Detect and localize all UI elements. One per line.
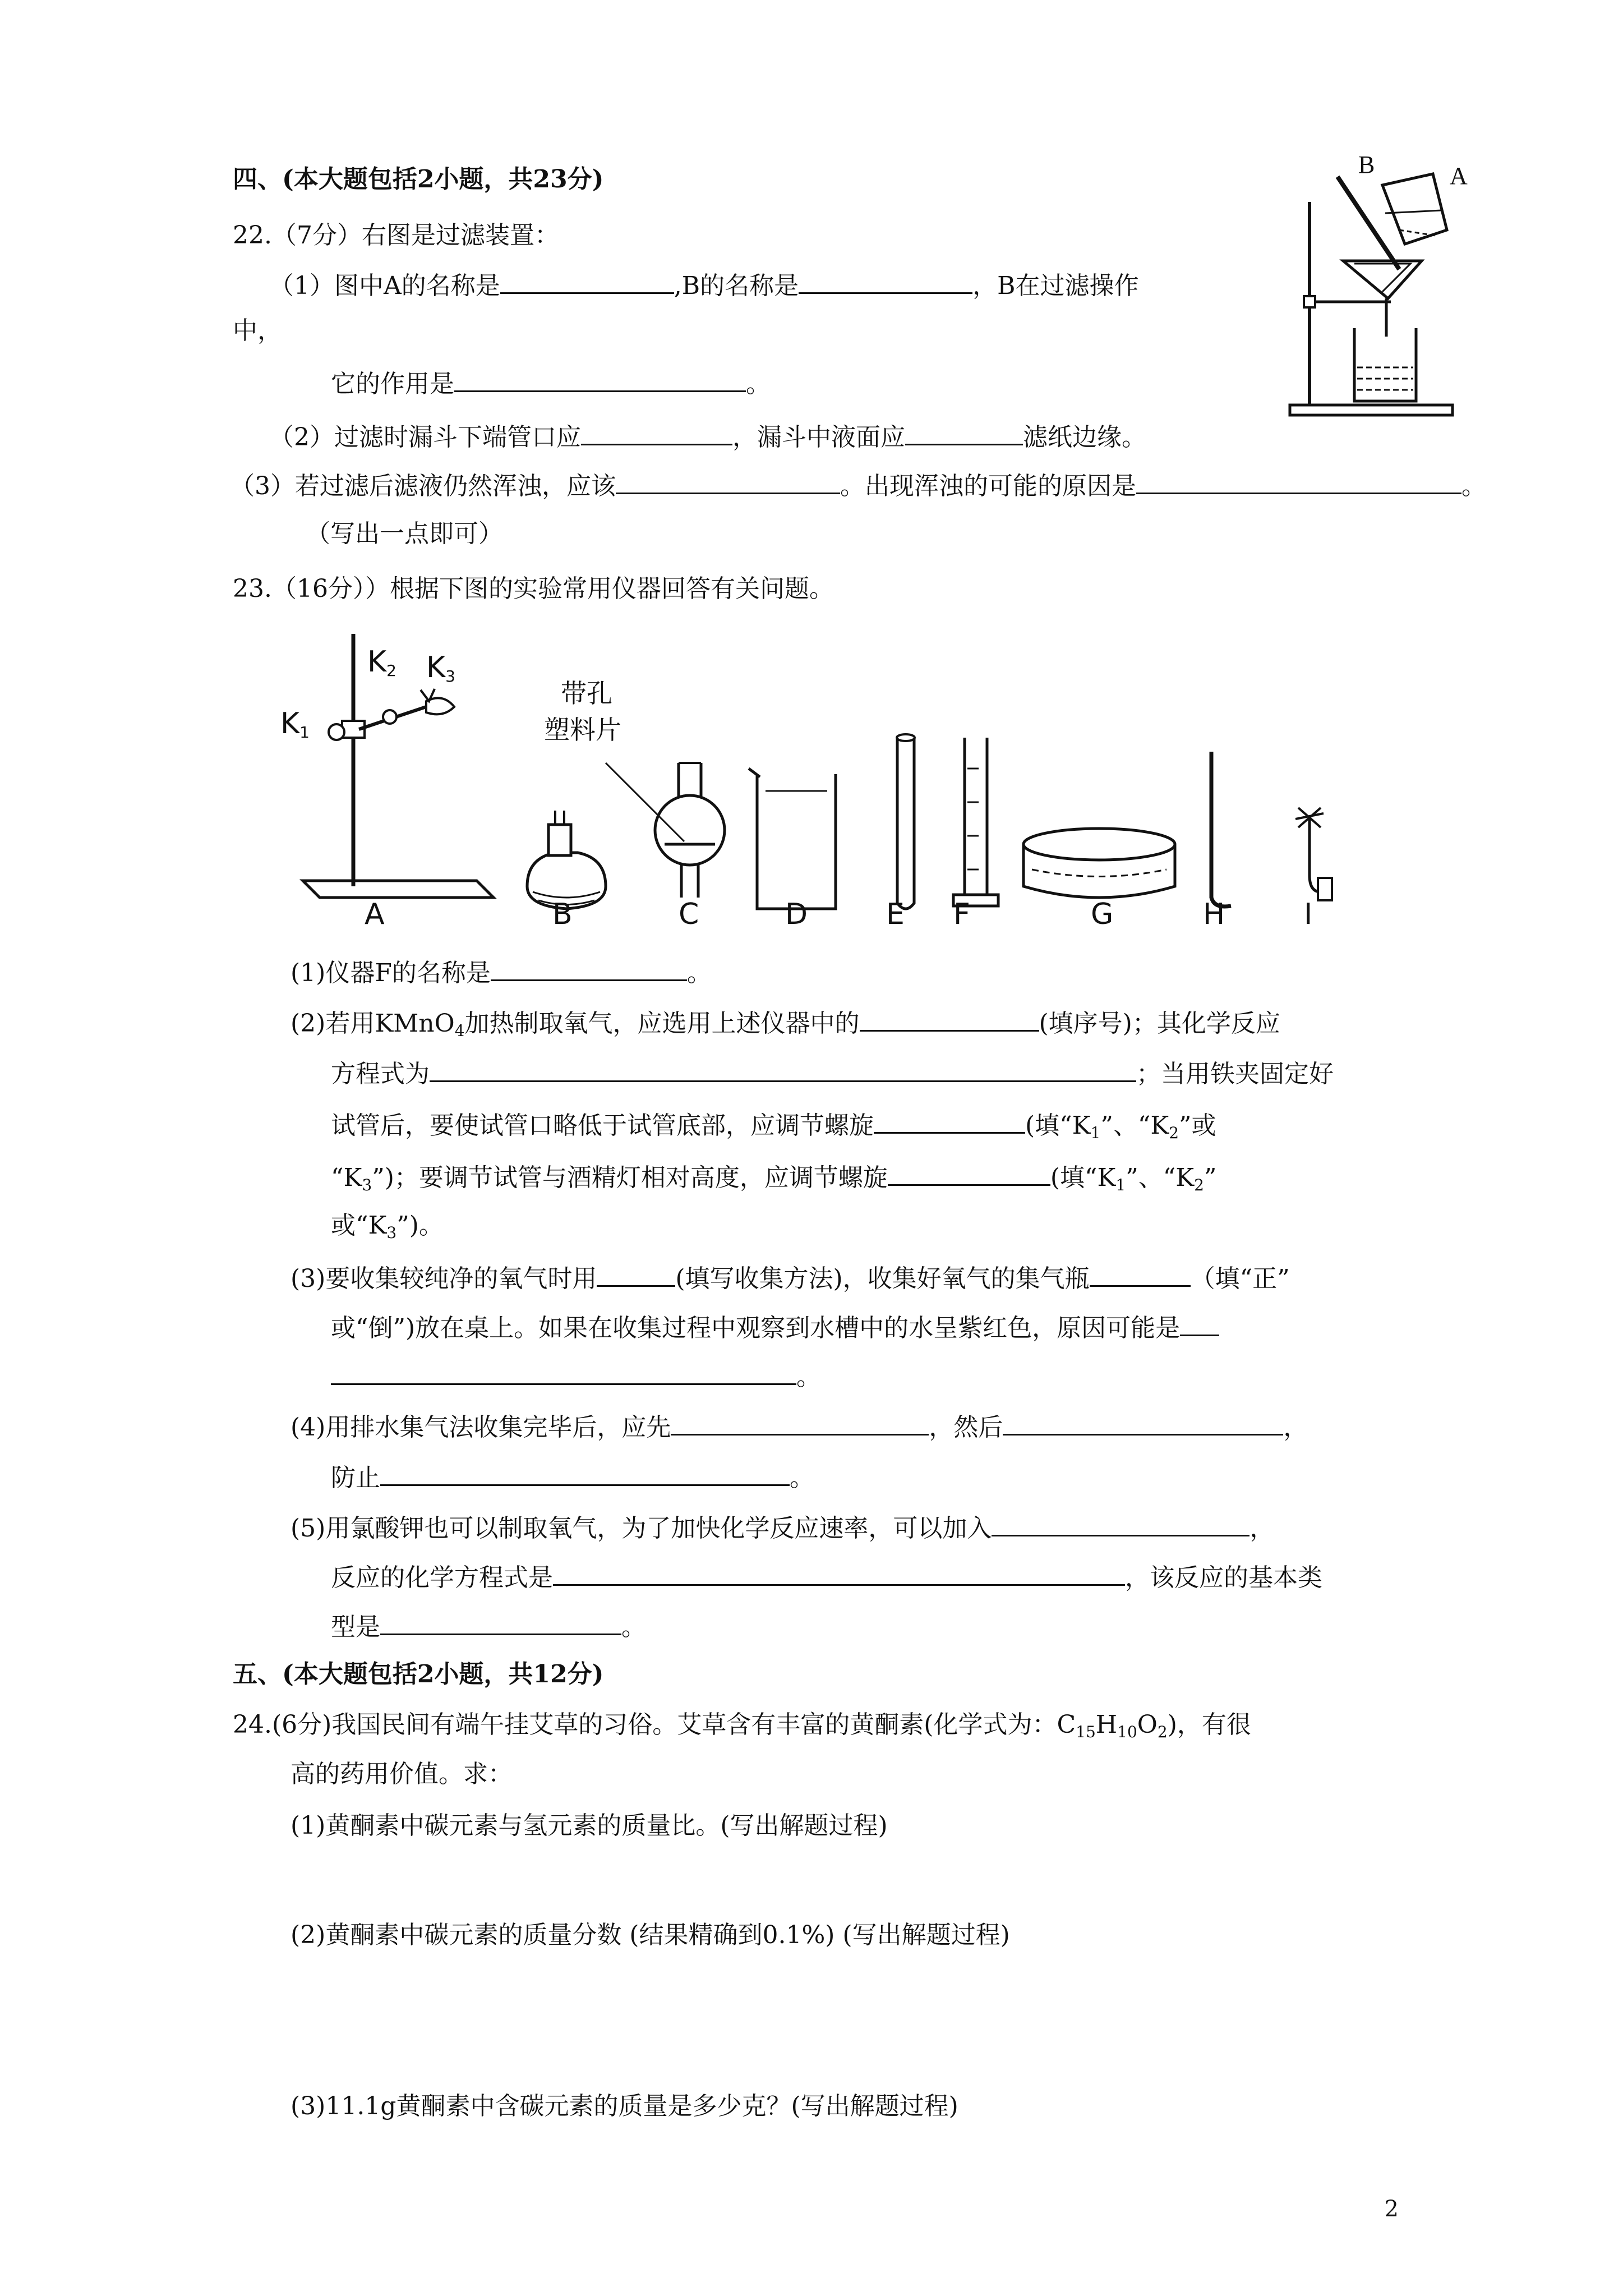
answer-blank[interactable] [888,1158,1050,1186]
filtration-apparatus-figure [1279,151,1469,421]
fig-label-A: A [365,898,385,931]
answer-blank[interactable] [799,266,972,294]
answer-blank[interactable] [1003,1408,1283,1435]
q23-sub5-line1: (5)用氯酸钾也可以制取氧气，为了加快化学反应速率，可以加入 ， [291,1509,1274,1545]
fig-label-B: B [552,898,573,931]
q23-sub3-line1: (3)要收集较纯净的氧气时用 (填写收集方法)，收集好氧气的集气瓶 （填“正” [291,1259,1290,1296]
page-number: 2 [1384,2196,1399,2222]
answer-blank[interactable] [1136,467,1461,494]
q23-sub5-line2: 反应的化学方程式是 ，该反应的基本类 [331,1558,1322,1595]
answer-blank[interactable] [874,1106,1025,1134]
answer-blank[interactable] [1090,1259,1191,1287]
fig-k3: $K_3$ [426,651,455,685]
q22-part3-note: （写出一点即可） [306,519,503,548]
fig-label-F: F [953,898,970,931]
fig-label-G: G [1091,898,1114,931]
q23-sub1: (1)仪器F的名称是 。 [291,954,712,990]
answer-blank[interactable] [553,1558,1125,1586]
q24-stem-cont: 高的药用价值。求： [291,1760,513,1788]
q22-part1-cont: 中， [233,316,282,345]
section-5-title: 五、(本大题包括2小题，共12分) [233,1660,604,1688]
lab-instruments-figure [292,623,1385,937]
fig-label-D: D [785,898,808,931]
fig-k2: $K_2$ [367,645,396,680]
q22-part1: （1）图中A的名称是 ,B的名称是 ，B在过滤操作 [269,266,1138,303]
answer-blank[interactable] [491,954,687,981]
fig-note-line2: 塑料片 [544,715,621,745]
q24-sub1: (1)黄酮素中碳元素与氢元素的质量比。(写出解题过程) [291,1811,888,1840]
q23-sub5-line3: 型是 。 [331,1608,646,1644]
fig-note-line1: 带孔 [561,678,612,708]
answer-blank[interactable] [597,1259,675,1287]
q24-stem: 24.(6分)我国民间有端午挂艾草的习俗。艾草含有丰富的黄酮素(化学式为：$C_{15}H_{10}O_2$)，有很 [233,1710,1251,1741]
q23-sub4-line2: 防止 。 [331,1458,814,1495]
fig-k1: $K_1$ [280,707,310,742]
q23-sub2-line1: (2)若用KMnO$_4$加热制取氧气，应选用上述仪器中的 (填序号)；其化学反应 [291,1004,1280,1048]
answer-blank[interactable] [581,418,732,445]
fig-label-C: C [679,898,699,931]
fig-label-b: B [1358,151,1375,178]
q24-sub3: (3)11.1g黄酮素中含碳元素的质量是多少克？(写出解题过程) [291,2092,958,2120]
q23-sub2-line5: 或“$K_3$”)。 [331,1211,444,1242]
answer-blank[interactable] [671,1408,929,1435]
answer-blank[interactable] [454,365,746,392]
q22-stem: 22.（7分）右图是过滤装置： [233,221,559,250]
answer-blank[interactable] [380,1608,621,1635]
fig-label-H: H [1203,898,1225,931]
answer-blank[interactable] [860,1004,1039,1032]
answer-blank[interactable] [616,467,840,494]
q23-stem: 23.（16分））根据下图的实验常用仪器回答有关问题。 [233,574,834,603]
answer-blank[interactable] [905,418,1023,445]
answer-blank[interactable] [1180,1309,1219,1336]
answer-blank[interactable] [500,266,674,294]
q22-part2: （2）过滤时漏斗下端管口应 ，漏斗中液面应 滤纸边缘。 [269,418,1146,454]
fig-label-I: I [1304,898,1313,931]
q23-sub4-line1: (4)用排水集气法收集完毕后，应先 ，然后 ， [291,1408,1308,1444]
q23-sub3-line3: 。 [331,1358,821,1394]
section-4-title: 四、(本大题包括2小题，共23分) [233,165,604,194]
q22-part1-role: 它的作用是 。 [331,365,771,401]
q23-sub2-line3: 试管后，要使试管口略低于试管底部，应调节螺旋 (填“$K_1$”、“$K_2$”或 [331,1106,1216,1150]
q24-sub2: (2)黄酮素中碳元素的质量分数 (结果精确到0.1%) (写出解题过程) [291,1921,1010,1949]
answer-blank[interactable] [992,1509,1249,1536]
answer-blank[interactable] [430,1055,1136,1082]
q23-sub2-line2: 方程式为 ；当用铁夹固定好 [331,1055,1334,1091]
answer-blank[interactable] [380,1458,790,1486]
fig-label-a: A [1450,162,1468,190]
q23-sub3-line2: 或“倒”)放在桌上。如果在收集过程中观察到水槽中的水呈紫红色，原因可能是 [331,1309,1219,1345]
q23-sub2-line4: “$K_3$”)；要调节试管与酒精灯相对高度，应调节螺旋 (填“$K_1$”、“$K_2$” [331,1158,1216,1202]
answer-blank[interactable] [331,1358,796,1385]
q22-part3: （3）若过滤后滤液仍然浑浊，应该 。出现浑浊的可能的原因是 。 [230,467,1486,503]
fig-label-E: E [886,898,905,931]
